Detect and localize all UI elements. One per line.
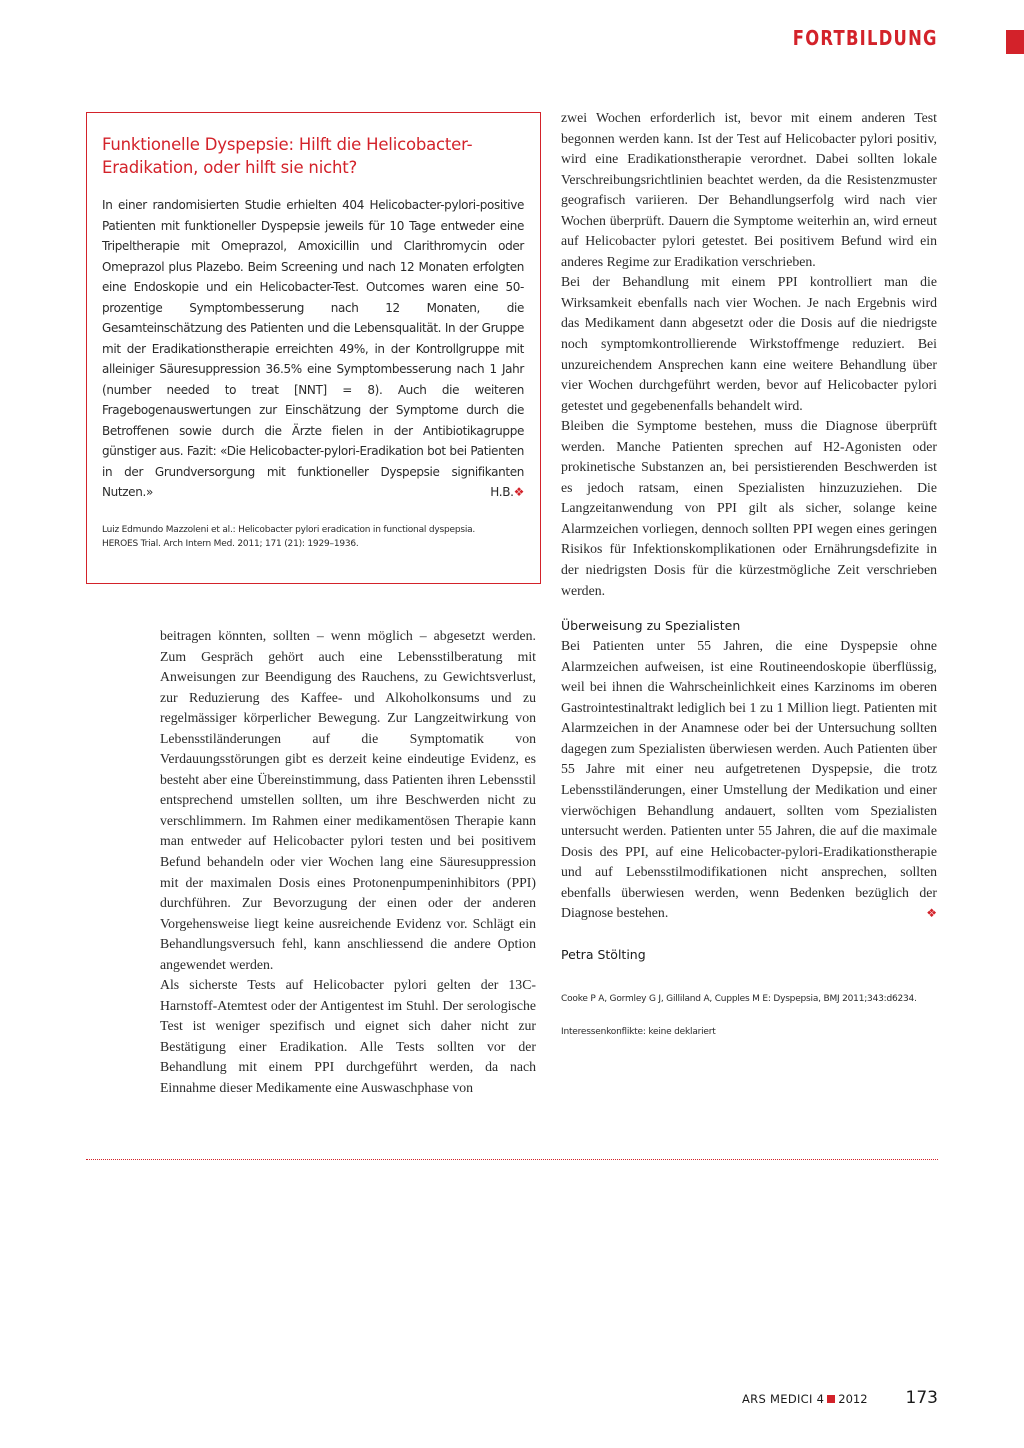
box-reference-line2: HEROES Trial. Arch Intern Med. 2011; 171 (21): 1929–1936. xyxy=(102,538,359,549)
paragraph: Als sicherste Tests auf Helicobacter pylori gelten der 13C-Harnstoff-Atemtest oder der Antigentest im Stuhl. Der serologische Test ist weniger spezifisch und eignet sich daher nicht zur Bestätigung einer Eradikation. Alle Tests sollten vor der Behandlung mit einem PPI durchgeführt werden, da nach Einnahme dieser Medikamente eine Auswaschphase von xyxy=(160,977,536,1096)
section-title: FORTBILDUNG xyxy=(793,26,938,50)
page-footer xyxy=(742,1388,938,1408)
journal-name: ARS MEDICI 4 xyxy=(742,1392,825,1406)
paragraph: Bleiben die Symptome bestehen, muss die Diagnose überprüft werden. Manche Patienten sprechen auf H2-Agonisten oder prokinetische Substanzen an, bei persistierenden Beschwerden ist es jedoch ratsam, einen Spezialisten hinzuzuziehen. Die Langzeitanwendung von PPI gilt als sicher, solange keine Alarmzeichen vorliegen, dennoch sollten PPI wegen eines geringen Risikos für Infektionskomplikationen oder Ernährungsdefizite in der niedrigsten Dosis für die kürzestmögliche Zeit verschrieben werden. xyxy=(561,418,937,598)
left-column xyxy=(160,626,536,1099)
section-heading: Überweisung zu Spezialisten xyxy=(561,618,741,634)
paragraph: Bei der Behandlung mit einem PPI kontrolliert man die Wirksamkeit ebenfalls nach vier Wochen. Je nach Ergebnis wird das Medikament dann abgesetzt oder die Dosis auf die niedrigste noch symptomkontrollierende Wirkstoffmenge reduziert. Bei unzureichendem Ansprechen kann eine weitere Behandlung über vier Wochen durchgeführt werden, bevor auf Helicobacter pylori getestet und gegebenenfalls behandelt wird. xyxy=(561,274,937,413)
paragraph xyxy=(561,636,937,924)
box-reference xyxy=(102,503,524,551)
paragraph: beitragen könnten, sollten – wenn möglich – abgesetzt werden. Zum Gespräch gehört auch eine Lebensstilberatung mit Anweisungen zur Beendigung des Rauchens, zu Gewichtsverlust, zur Reduzierung des Kaffee- und Alkoholkonsums und zu regelmässiger körperlicher Bewegung. Zur Langzeitwirkung von Lebensstiländerungen auf die Symptomatik von Verdauungsstörungen gibt es derzeit keine eindeutige Evidenz, es besteht aber eine Übereinstimmung, dass Patienten ihren Lebensstil entsprechend umstellen sollten, um ihre Beschwerden nicht zu verschlimmern. Im Rahmen einer medikamentösen Therapie kann man entweder auf Helicobacter pylori testen und bei positivem Befund behandeln oder vier Wochen lang eine Säuresuppression mit der maximalen Dosis eines Protonenpumpeninhibitors (PPI) durchführen. Zur Bevorzugung der einen oder der anderen Vorgehensweise liegt keine ausreichende Evidenz vor. Schlägt ein Behandlungsversuch fehl, kann anschliessend die andere Option angewendet werden. xyxy=(160,628,536,972)
paragraph-text: Bei Patienten unter 55 Jahren, die eine Dyspepsie ohne Alarmzeichen aufweisen, ist eine Routineendoskopie überflüssig, weil bei ihnen die Wahrscheinlichkeit eines Karzinoms im oberen Gastrointestinaltrakt lediglich bei 1 zu 1 Million liegt. Patienten mit Alarmzeichen in der Anamnese oder bei der Untersuchung sollten dagegen zum Spezialisten überwiesen werden. Auch Patienten über 55 Jahre mit einer neu aufgetretenen Dyspepsie, die trotz Lebensstiländerungen, einer Umstellung der Medikation und einer vierwöchigen Behandlung andauert, sollten vom Spezialisten untersucht werden. Patienten unter 55 Jahren, die auf die maximale Dosis des PPI, auf eine Helicobacter-pylori-Eradikationstherapie und auf Lebensstilmodifikationen nicht ansprechen, sollten ebenfalls überwiesen werden, wenn Bedenken bezüglich der Diagnose bestehen. xyxy=(561,638,937,921)
box-reference-line1: Luiz Edmundo Mazzoleni et al.: Helicobacter pylori eradication in functional dyspepsia. xyxy=(102,524,476,535)
reference: Cooke P A, Gormley G J, Gilliland A, Cupples M E: Dyspepsia, BMJ 2011;343:d6234. xyxy=(561,993,917,1004)
author-name: Petra Stölting xyxy=(561,946,646,962)
right-column xyxy=(561,108,937,1039)
conflict-statement: Interessenkonflikte: keine deklariert xyxy=(561,1026,716,1037)
box-body xyxy=(102,195,524,503)
dotted-divider xyxy=(86,1159,938,1160)
diamond-icon: ❖ xyxy=(513,485,524,499)
summary-box xyxy=(86,112,541,584)
box-body-text: In einer randomisierten Studie erhielten 404 Helicobacter-pylori-positive Patienten mit funktioneller Dyspepsie jeweils für 10 Tage entweder eine Tripeltherapie mit Omeprazol, Amoxicillin und Clarithromycin oder Omeprazol plus Plazebo. Beim Screening und nach 12 Monaten erfolgten eine Endoskopie und ein Helicobacter-Test. Outcomes waren eine 50-prozentige Symptombesserung nach 12 Monaten, die Gesamteinschätzung des Patienten und die Lebensqualität. In der Gruppe mit der Eradikationstherapie erreichten 49%, in der Kontrollgruppe mit alleiniger Säuresuppression 36.5% eine Symptombesserung nach 1 Jahr (number needed to treat [NNT] = 8). Auch die weiteren Fragebogenauswertungen zur Einschätzung der Symptome durch die Betroffenen sowie durch die Ärzte fielen in der Antibiotikagruppe günstiger aus. Fazit: «Die Helicobacter-pylori-Eradikation bot bei Patienten in der Grundversorgung mit funktioneller Dyspepsie signifikanten Nutzen.» xyxy=(102,198,524,499)
box-title: Funktionelle Dyspepsie: Hilft die Helicobacter-Eradikation, oder hilft sie nicht? xyxy=(102,135,473,177)
square-icon xyxy=(827,1395,835,1403)
page-number: 173 xyxy=(905,1388,938,1408)
signature-text: H.B. xyxy=(490,485,514,499)
paragraph: zwei Wochen erforderlich ist, bevor mit einem anderen Test begonnen werden kann. Ist der Test auf Helicobacter pylori positiv, wird eine Eradikationstherapie verordnet. Dabei sollten lokale Verschreibungsrichtlinien beachtet werden, da die Resistenzmuster geografisch variieren. Der Behandlungserfolg wird nach vier Wochen überprüft. Dauern die Symptome weiterhin an, wird erneut auf Helicobacter pylori getestet. Bei positivem Befund wird ein anderes Regime zur Eradikation verschrieben. xyxy=(561,110,937,269)
journal-year: 2012 xyxy=(838,1392,868,1406)
section-marker xyxy=(1006,30,1024,54)
box-signature xyxy=(490,482,524,503)
end-diamond-icon: ❖ xyxy=(926,906,937,921)
